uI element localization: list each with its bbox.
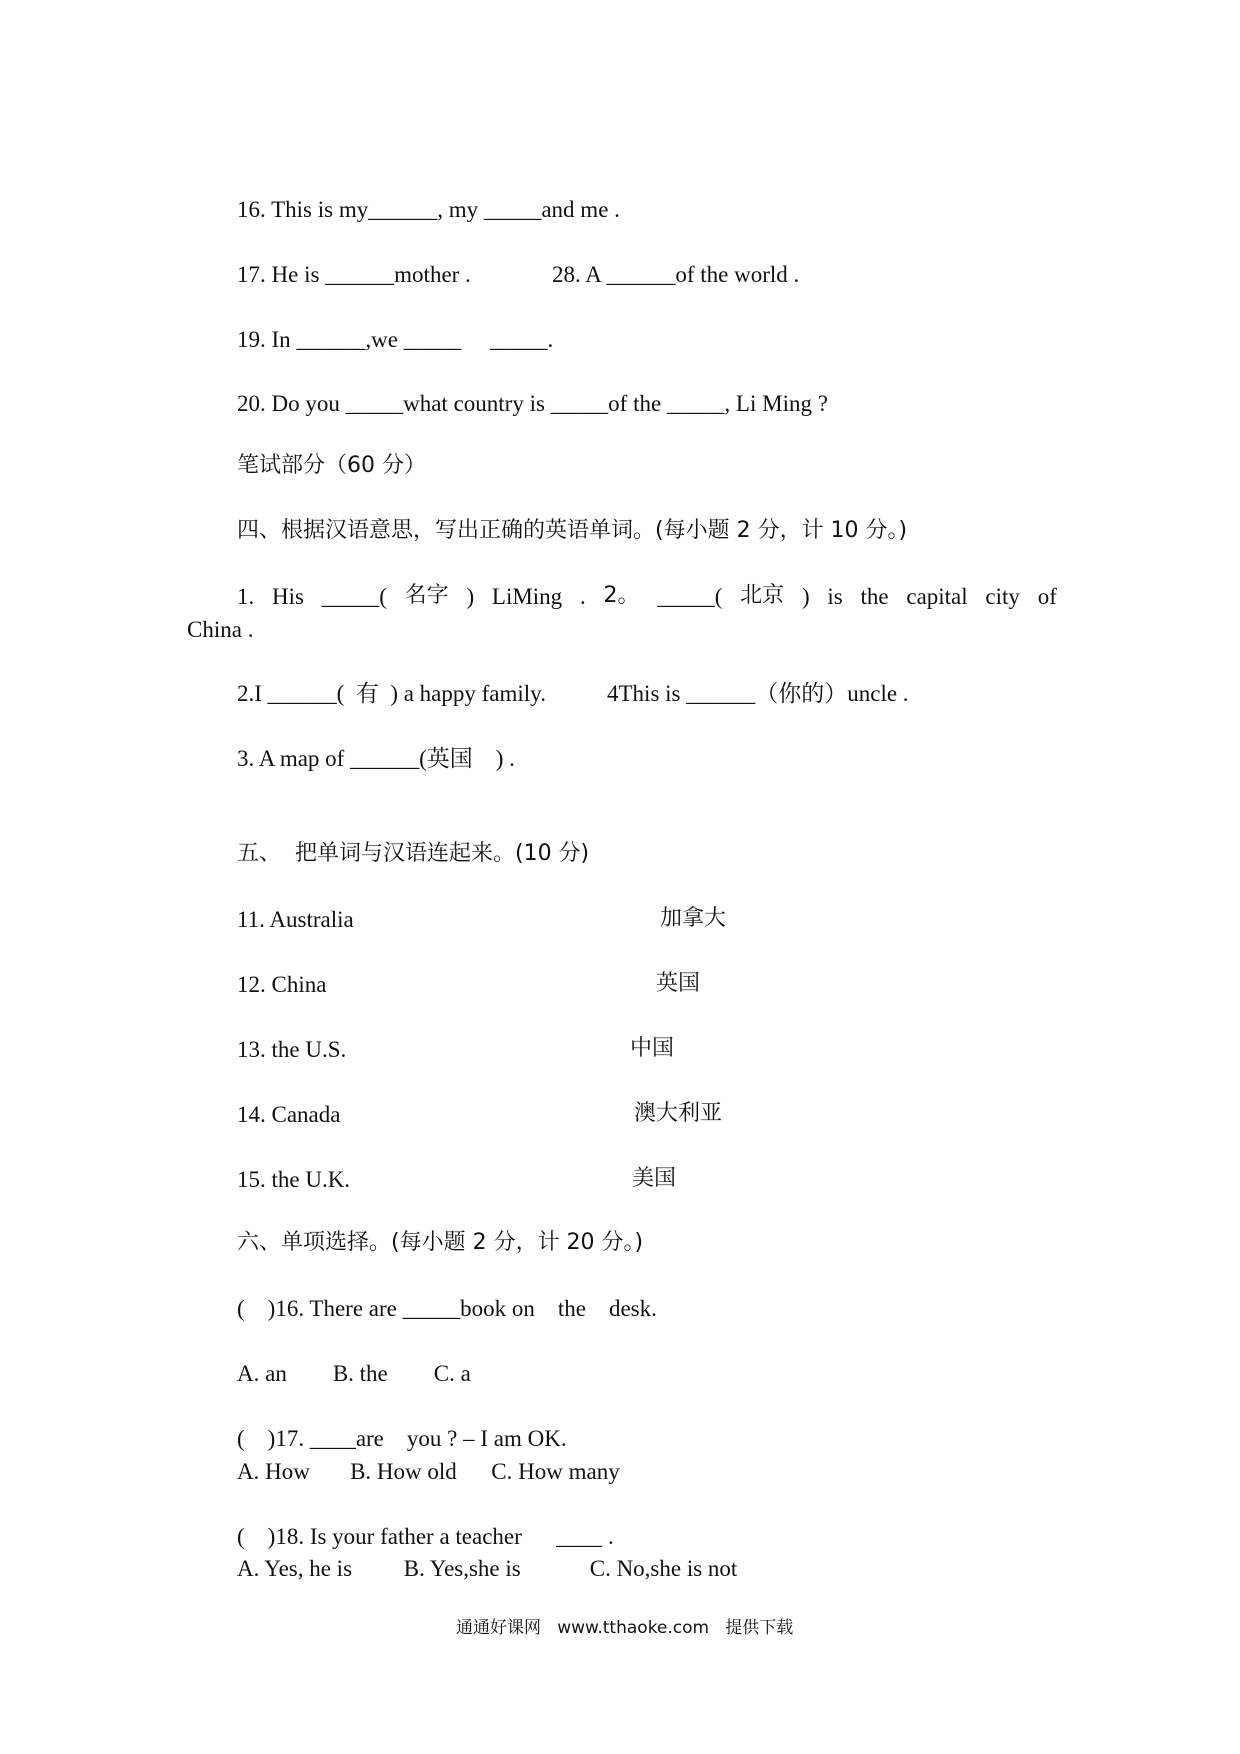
- choice-question-18: ( )18. Is your father a teacher ____ .: [237, 1524, 614, 1549]
- match-english-item: 13. the U.S.: [237, 1037, 347, 1062]
- question-1-word: the: [860, 584, 889, 609]
- question-20-fill: 20. Do you _____what country is _____of the _____, Li Ming ?: [237, 391, 828, 416]
- match-english-item: 15. the U.K.: [237, 1167, 351, 1192]
- footer-source: 通通好课网 www.tthaoke.com 提供下载: [456, 1618, 794, 1638]
- question-16-fill: 16. This is my______, my _____and me .: [237, 197, 620, 222]
- match-english-item: 12. China: [237, 972, 327, 997]
- choice-question-17-options: A. How B. How old C. How many: [237, 1459, 620, 1484]
- question-1-word: is: [827, 584, 843, 609]
- match-english-item: 11. Australia: [237, 907, 354, 932]
- question-1-word: 2。: [603, 583, 640, 608]
- question-1-word: 名字: [404, 583, 449, 608]
- question-1-word: 北京: [740, 583, 785, 608]
- question-1-word: .: [579, 584, 586, 609]
- written-part-heading: 笔试部分（60 分）: [237, 453, 426, 478]
- section-4-heading: 四、根据汉语意思，写出正确的英语单词。(每小题 2 分，计 10 分。): [237, 518, 908, 543]
- question-28-fill: 28. A ______of the world .: [552, 262, 800, 287]
- choice-question-18-options: A. Yes, he is B. Yes,she is C. No,she is not: [237, 1556, 738, 1581]
- question-1-word: of: [1037, 584, 1057, 609]
- section-4-question-2: 2.I ______( 有 ) a happy family.: [237, 681, 546, 706]
- question-17-fill: 17. He is ______mother .: [237, 262, 471, 287]
- question-1-word: _____(: [657, 584, 723, 609]
- question-1-word: city: [985, 584, 1020, 609]
- question-19-fill: 19. In ______,we _____ _____.: [237, 327, 554, 352]
- question-1-word: 1.: [237, 584, 255, 609]
- question-1-word: LiMing: [491, 584, 563, 609]
- question-1-word: _____(: [321, 584, 387, 609]
- section-4-question-3: 3. A map of ______(英国 ) .: [237, 746, 515, 771]
- section-4-question-1-line: [237, 585, 1057, 608]
- question-1-word: ): [801, 584, 810, 609]
- match-chinese-item: 美国: [632, 1166, 677, 1191]
- section-5-heading: 五、 把单词与汉语连起来。(10 分): [237, 841, 590, 866]
- question-1-word: capital: [906, 584, 968, 609]
- section-6-heading: 六、单项选择。(每小题 2 分，计 20 分。): [237, 1230, 644, 1255]
- question-1-word: His: [272, 584, 304, 609]
- match-chinese-item: 加拿大: [660, 906, 727, 931]
- section-4-question-4: 4This is ______（你的）uncle .: [607, 681, 909, 706]
- choice-question-16-options: A. an B. the C. a: [237, 1361, 471, 1386]
- match-chinese-item: 中国: [630, 1036, 675, 1061]
- choice-question-16: ( )16. There are _____book on the desk.: [237, 1296, 657, 1321]
- section-4-question-1-tail: China .: [187, 617, 254, 642]
- match-chinese-item: 澳大利亚: [634, 1101, 723, 1126]
- match-chinese-item: 英国: [656, 971, 701, 996]
- question-1-word: ): [466, 584, 475, 609]
- choice-question-17: ( )17. ____are you ? – I am OK.: [237, 1426, 567, 1451]
- match-english-item: 14. Canada: [237, 1102, 341, 1127]
